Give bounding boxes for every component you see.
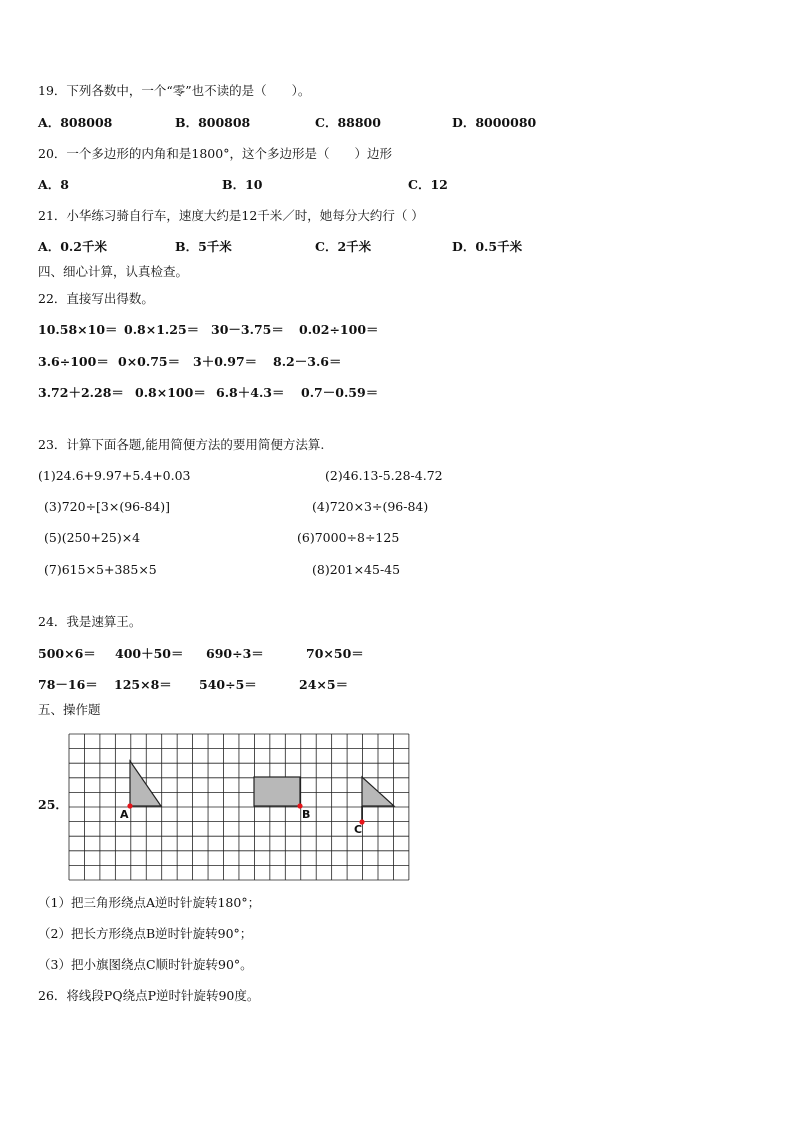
q21-option-d: D．0.5千米 [452, 239, 523, 254]
section-4-heading: 四、细心计算，认真检查。 [38, 264, 189, 279]
q22-stem: 22．直接写出得数。 [38, 291, 154, 306]
q22-item: 6.8＋4.3＝ [216, 385, 285, 400]
q24-item: 24×5＝ [299, 677, 349, 692]
label-c: C [354, 823, 363, 836]
q22-item: 3.72＋2.28＝ [38, 385, 124, 400]
q19-option-b: B．800808 [175, 115, 251, 130]
q22-item: 0.8×100＝ [135, 385, 206, 400]
q22-item: 0.02÷100＝ [299, 322, 379, 337]
q20-option-c: C．12 [408, 177, 448, 192]
q23-item: (6)7000÷8÷125 [297, 530, 400, 545]
q24-item: 690÷3＝ [206, 646, 264, 661]
q22-item: 3.6÷100＝ [38, 354, 109, 369]
rotation-grid-figure [64, 731, 414, 887]
q22-item: 0×0.75＝ [118, 354, 181, 369]
label-b: B [302, 808, 311, 821]
q24-item: 500×6＝ [38, 646, 96, 661]
q24-stem: 24．我是速算王。 [38, 614, 142, 629]
q23-item: (4)720×3÷(96-84) [312, 499, 429, 514]
q25-task-1: （1）把三角形绕点A逆时针旋转180°； [38, 895, 261, 910]
q23-item: (2)46.13-5.28-4.72 [325, 468, 443, 483]
q19-option-a: A．808008 [38, 115, 113, 130]
q19-option-c: C．88800 [315, 115, 381, 130]
rectangle-shape [254, 777, 300, 806]
label-a: A [120, 808, 129, 821]
q19-stem: 19．下列各数中，一个“零”也不读的是（ ）。 [38, 83, 311, 98]
q20-stem: 20．一个多边形的内角和是1800°，这个多边形是（ ）边形 [38, 146, 392, 161]
q23-item: (8)201×45-45 [312, 562, 401, 577]
q23-item: (1)24.6+9.97+5.4+0.03 [38, 468, 191, 483]
q24-item: 78－16＝ [38, 677, 98, 692]
q22-item: 8.2－3.6＝ [273, 354, 342, 369]
q24-item: 125×8＝ [114, 677, 172, 692]
q22-item: 0.8×1.25＝ [124, 322, 200, 337]
triangle-shape [130, 761, 161, 806]
q23-item: (3)720÷[3×(96-84)] [44, 499, 171, 514]
q24-item: 540÷5＝ [199, 677, 257, 692]
q26-stem: 26．将线段PQ绕点P逆时针旋转90度。 [38, 988, 260, 1003]
q22-item: 0.7－0.59＝ [301, 385, 379, 400]
q22-item: 3＋0.97＝ [193, 354, 258, 369]
q22-item: 30－3.75＝ [211, 322, 284, 337]
q24-item: 70×50＝ [306, 646, 364, 661]
section-5-heading: 五、操作题 [38, 702, 101, 717]
q23-item: (7)615×5+385×5 [44, 562, 157, 577]
q22-item: 10.58×10＝ [38, 322, 118, 337]
grid-lines [69, 734, 409, 880]
q25-number: 25． [38, 797, 68, 812]
q23-stem: 23．计算下面各题,能用简便方法的要用简便方法算. [38, 437, 325, 452]
q21-option-a: A．0.2千米 [38, 239, 107, 254]
q20-option-b: B．10 [222, 177, 263, 192]
q23-item: (5)(250+25)×4 [44, 530, 141, 545]
q21-option-c: C．2千米 [315, 239, 372, 254]
q25-task-3: （3）把小旗图绕点C顺时针旋转90°。 [38, 957, 253, 972]
q20-option-a: A．8 [38, 177, 69, 192]
q24-item: 400＋50＝ [115, 646, 184, 661]
q21-option-b: B．5千米 [175, 239, 232, 254]
q21-stem: 21．小华练习骑自行车，速度大约是12千米／时，她每分大约行（ ） [38, 208, 424, 223]
q19-option-d: D．8000080 [452, 115, 537, 130]
q25-task-2: （2）把长方形绕点B逆时针旋转90°； [38, 926, 253, 941]
